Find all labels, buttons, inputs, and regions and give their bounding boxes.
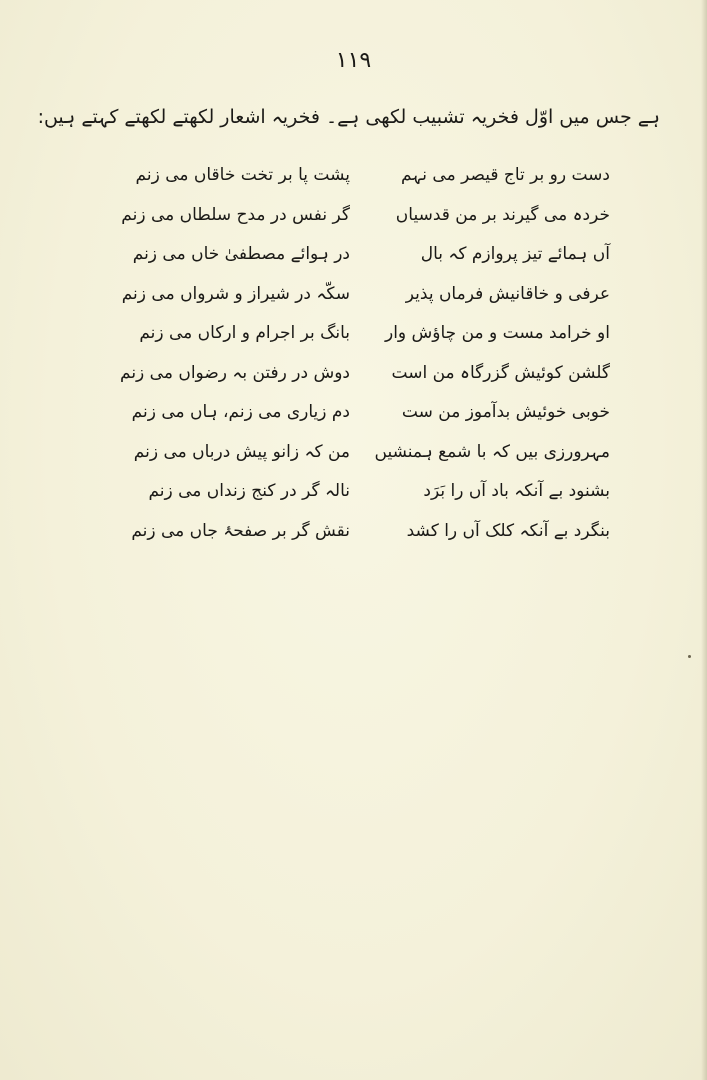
second-hemistich: در ہوائے مصطفیٰ خاں می زنم (132, 244, 350, 264)
couplet (120, 516, 610, 556)
second-hemistich: گر نفس در مدح سلطاں می زنم (121, 204, 350, 225)
first-hemistich: دست رو بر تاج قیصر می نہم (400, 165, 610, 185)
couplet (120, 239, 610, 279)
couplet (120, 476, 610, 516)
paper-speck (688, 655, 691, 658)
second-hemistich: نقش گر بر صفحۂ جاں می زنم (131, 520, 350, 541)
intro-line: ہے جس میں اوّل فخریہ تشبیب لکھی ہے۔ فخریہ اشعار لکھتے لکھتے کہتے ہیں: (37, 106, 660, 128)
first-hemistich: خردہ می گیرند بر من قدسیاں (395, 204, 610, 225)
couplet (120, 200, 610, 240)
couplet (120, 358, 610, 398)
second-hemistich: نالہ گر در کنج زنداں می زنم (148, 481, 350, 501)
second-hemistich: سکّہ در شیراز و شرواں می زنم (121, 283, 350, 304)
first-hemistich: گلشن کوئیش گزرگاہ من است (391, 362, 610, 383)
first-hemistich: مہرورزی بیں کہ با شمع ہمنشیں (374, 441, 610, 462)
second-hemistich: بانگ بر اجرام و ارکاں می زنم (139, 323, 350, 343)
couplet (120, 318, 610, 358)
page-edge-shadow (701, 0, 707, 1080)
couplet (120, 397, 610, 437)
second-hemistich: من کہ زانو پیش درباں می زنم (133, 441, 350, 462)
second-hemistich: پشت پا بر تخت خاقاں می زنم (135, 165, 350, 185)
couplet (120, 279, 610, 319)
second-hemistich: دم زیاری می زنم، ہاں می زنم (131, 402, 350, 422)
first-hemistich: بشنود بے آنکہ باد آں را بَرَد (423, 481, 610, 501)
couplet (120, 437, 610, 477)
page-number: ۱۱۹ (335, 48, 372, 73)
first-hemistich: خوبی خوئیش بدآموز من ست (401, 402, 610, 422)
first-hemistich: او خرامد مست و من چاؤش وار (384, 323, 610, 343)
second-hemistich: دوش در رفتن بہ رضواں می زنم (120, 362, 350, 383)
first-hemistich: عرفی و خاقانیش فرماں پذیر (405, 283, 610, 304)
verse-block (120, 160, 610, 555)
first-hemistich: آں ہمائے تیز پروازم کہ بال (420, 244, 610, 264)
couplet (120, 160, 610, 200)
first-hemistich: بنگرد بے آنکہ کلک آں را کشد (406, 520, 610, 541)
